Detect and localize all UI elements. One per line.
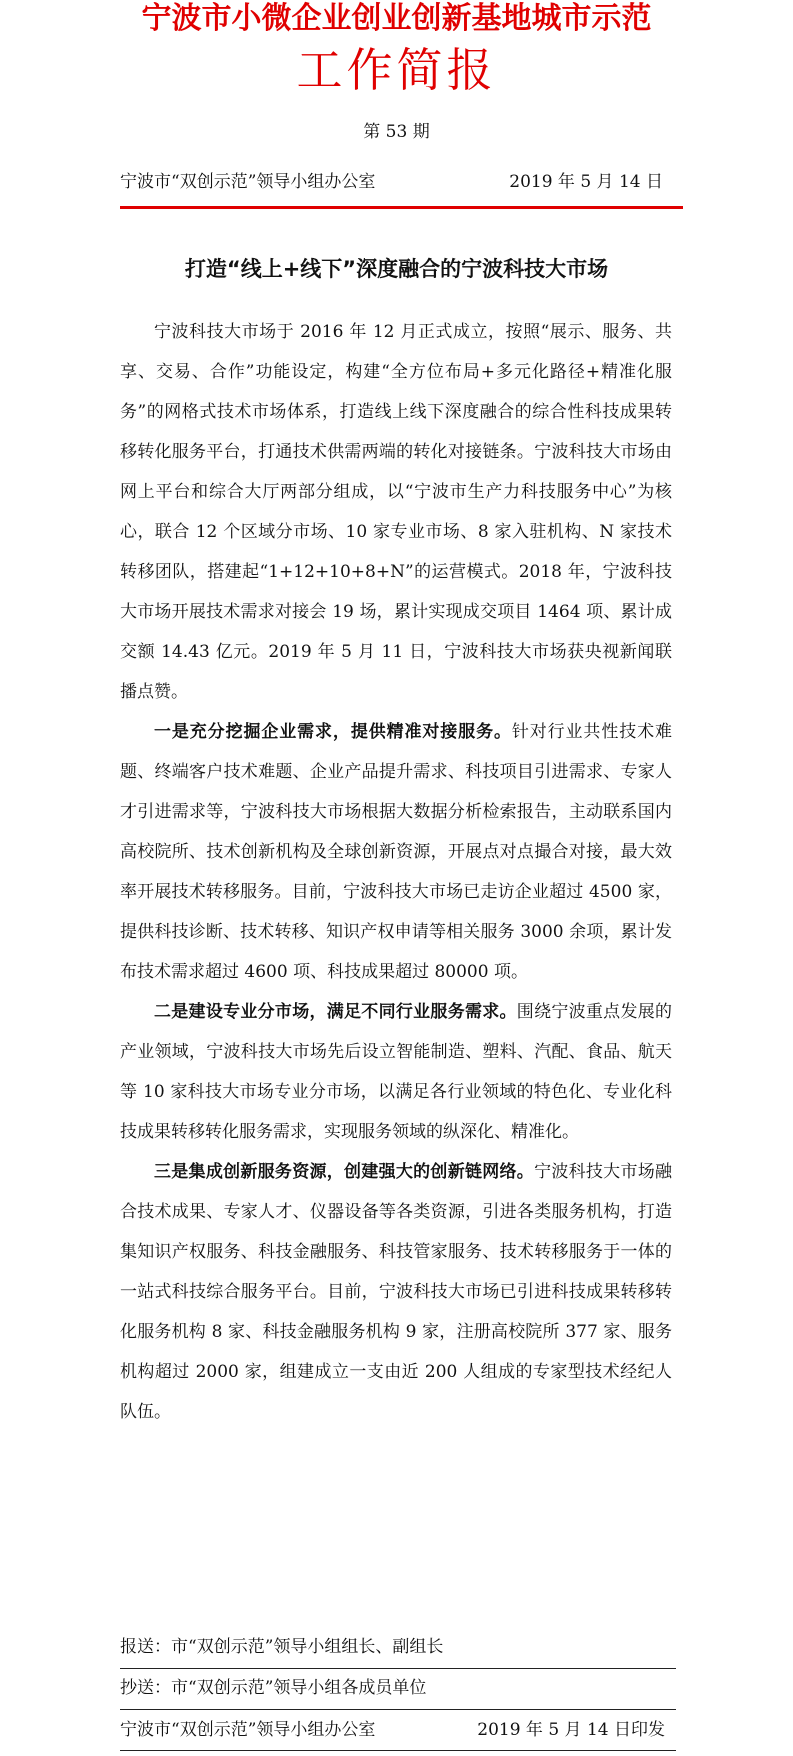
paragraph-2 xyxy=(120,992,672,1152)
paragraph-2-lead: 二是建设专业分市场，满足不同行业服务需求。 xyxy=(154,1002,517,1022)
footer-print-date: 2019 年 5 月 14 日印发 xyxy=(477,1720,665,1740)
paragraph-3-lead: 三是集成创新服务资源，创建强大的创新链网络。 xyxy=(154,1162,535,1182)
paragraph-1 xyxy=(120,712,672,992)
paragraph-1-lead: 一是充分挖掘企业需求，提供精准对接服务。 xyxy=(154,722,512,742)
header-title-line2: 工作简报 xyxy=(296,43,497,97)
report-to-line: 报送：市“双创示范”领导小组组长、副组长 xyxy=(120,1637,444,1657)
footer-divider-3 xyxy=(120,1750,676,1751)
article-title: 打造“线上+线下”深度融合的宁波科技大市场 xyxy=(184,257,609,281)
issue-number: 第 53 期 xyxy=(363,122,430,142)
copy-to-line: 抄送：市“双创示范”领导小组各成员单位 xyxy=(120,1678,427,1698)
footer-divider-1 xyxy=(120,1668,676,1669)
header-red-divider xyxy=(120,206,683,209)
paragraph-intro: 宁波科技大市场于 2016 年 12 月正式成立，按照“展示、服务、共享、交易、合作”功能设定，构建“全方位布局+多元化路径+精准化服务”的网格式技术市场体系，打造线上线下深度融合的综合性科技成果转移转化服务平台，打通技术供需两端的转化对接链条。宁波科技大市场由网上平台和综合大厅两部分组成，以“宁波市生产力科技服务中心”为核心，联合 12 个区域分市场、10 家专业市场、8 家入驻机构、N 家技术转移团队，搭建起“1+12+10+8+N”的运营模式。2018 年，宁波科技大市场开展技术需求对接会 19 场，累计实现成交项目 1464 项、累计成交额 14.43 亿元。2019 年 5 月 11 日，宁波科技大市场获央视新闻联播点赞。 xyxy=(120,322,672,702)
issuing-office: 宁波市“双创示范”领导小组办公室 xyxy=(120,172,376,192)
footer-office: 宁波市“双创示范”领导小组办公室 xyxy=(120,1720,376,1740)
footer-divider-2 xyxy=(120,1709,676,1710)
article-body xyxy=(120,312,672,1432)
issue-date: 2019 年 5 月 14 日 xyxy=(509,172,663,192)
header-title-line1: 宁波市小微企业创业创新基地城市示范 xyxy=(141,1,652,36)
paragraph-3-text: 宁波科技大市场融合技术成果、专家人才、仪器设备等各类资源，引进各类服务机构，打造集知识产权服务、科技金融服务、科技管家服务、技术转移服务于一体的一站式科技综合服务平台。目前，宁波科技大市场已引进科技成果转移转化服务机构 8 家、科技金融服务机构 9 家，注册高校院所 377 家、服务机构超过 2000 家，组建成立一支由近 200 人组成的专家型技术经纪人队伍。 xyxy=(120,1162,673,1422)
paragraph-2-text: 围绕宁波重点发展的产业领域，宁波科技大市场先后设立智能制造、塑料、汽配、食品、航天等 10 家科技大市场专业分市场，以满足各行业领域的特色化、专业化科技成果转移转化服务需求，实现服务领域的纵深化、精准化。 xyxy=(120,1002,673,1142)
paragraph-3 xyxy=(120,1152,672,1432)
paragraph-1-text: 针对行业共性技术难题、终端客户技术难题、企业产品提升需求、科技项目引进需求、专家人才引进需求等，宁波科技大市场根据大数据分析检索报告，主动联系国内高校院所、技术创新机构及全球创新资源，开展点对点撮合对接，最大效率开展技术转移服务。目前，宁波科技大市场已走访企业超过 4500 家，提供科技诊断、技术转移、知识产权申请等相关服务 3000 余项，累计发布技术需求超过 4600 项、科技成果超过 80000 项。 xyxy=(120,722,673,982)
